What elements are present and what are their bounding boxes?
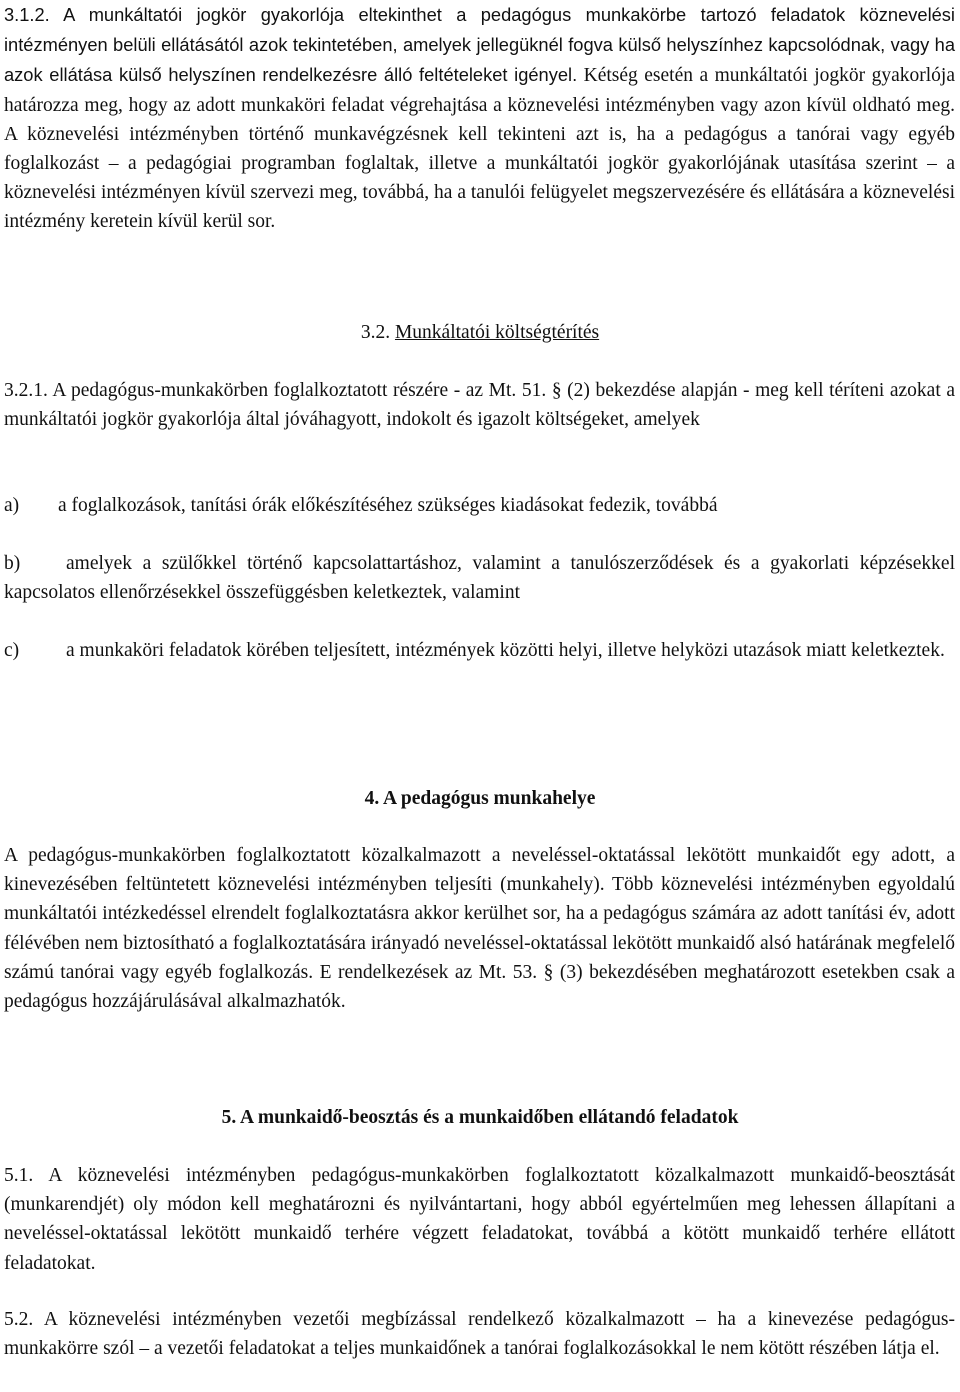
section-3-2-title: Munkáltatói költségtérítés [394, 322, 600, 343]
list-marker: b) [4, 553, 21, 574]
list-marker: c) [4, 640, 20, 661]
paragraph-3-1-2-second-part: Kétség esetén a munkáltatói jogkör gyakorlója határozza meg, hogy az adott munkaköri feladat végrehajtása a köznevelési intézményben vagy azon kívül oldható meg. A köznevelési intézményben történő munkavégzésnek kell tekinteni azt is, ha a pedagógus a tanórai vagy egyéb foglalkozást – a pedagógiai programban foglaltak, illetve a munkáltatói jogkör gyakorlójának utasítása szerint – a köznevelési intézményen kívül szervezi meg, továbbá, ha a tanulói felügyelet megszervezésére és ellátására a köznevelési intézmény keretein kívül kerül sor. [4, 65, 955, 233]
list-item-text: a foglalkozások, tanítási órák előkészítéséhez szükséges kiadásokat fedezik, továbbá [58, 495, 718, 516]
paragraph-3-1-2-first-part: A munkáltatói jogkör gyakorlója eltekinthet a pedagógus munkakörbe tartozó feladatok köznevelési intézményen belüli ellátásától azok tekintetében, amelyek jellegüknél fogva külső helyszínhez kapcsolódnak, vagy ha azok ellátása külső helyszínen rendelkezésre álló feltételeket igényel. [4, 4, 955, 86]
list-marker: a) [4, 495, 20, 516]
section-4-heading: 4. A pedagógus munkahelye [364, 788, 596, 809]
list-item-b [4, 549, 955, 607]
section-3-2-number: 3.2. [360, 322, 391, 343]
paragraph-5-2: 5.2. A köznevelési intézményben vezetői megbízással rendelkező közalkalmazott – ha a kinevezése pedagógus-munkakörre szól – a vezetői feladatokat a teljes munkaidőnek a tanórai foglalkozásokkal le nem kötött részében látja el. [4, 1309, 955, 1360]
list-item-text: a munkaköri feladatok körében teljesített, intézmények közötti helyi, illetve helyközi utazások miatt keletkeztek. [66, 640, 945, 661]
paragraph-3-2-1: 3.2.1. A pedagógus-munkakörben foglalkoztatott részére - az Mt. 51. § (2) bekezdése alapján - meg kell téríteni azokat a munkáltatói jogkör gyakorlója által jóváhagyott, indokolt és igazolt költségeket, amelyek [4, 380, 955, 431]
list-item-c [4, 636, 955, 665]
list-item-a [4, 491, 955, 520]
paragraph-5-1: 5.1. A köznevelési intézményben pedagógus-munkakörben foglalkoztatott közalkalmazott munkaidő-beosztását (munkarendjét) oly módon kell meghatározni és nyilvántartani, hogy abból egyértelműen meg lehessen állapítani a neveléssel-oktatással lekötött munkaidő terhére végzett feladatokat, továbbá a kötött munkaidő terhére ellátott feladatokat. [4, 1165, 955, 1274]
list-item-text: amelyek a szülőkkel történő kapcsolattartáshoz, valamint a tanulószerződések és a gyakorlati képzésekkel kapcsolatos ellenőrzésekkel összefüggésben keletkeztek, valamint [4, 553, 955, 604]
paragraph-3-1-2 [4, 0, 955, 237]
section-3-2-heading [0, 318, 960, 347]
section-4-paragraph: A pedagógus-munkakörben foglalkoztatott közalkalmazott a neveléssel-oktatással lekötött munkaidőt egy adott, a kinevezésében feltüntetett köznevelési intézményben teljesíti (munkahely). Több köznevelési intézményben egyoldalú munkáltatói intézkedéssel elrendelt foglalkoztatásra akkor kerülhet sor, ha a pedagógus számára az adott tanítási év, adott félévében nem biztosítható a foglalkoztatására irányadó neveléssel-oktatással lekötött munkaidő alsó határának megfelelő számú tanórai vagy egyéb foglalkozás. E rendelkezések az Mt. 53. § (3) bekezdésében meghatározott esetekben csak a pedagógus hozzájárulásával alkalmazhatók. [4, 845, 955, 1013]
section-5-heading: 5. A munkaidő-beosztás és a munkaidőben ellátandó feladatok [221, 1107, 739, 1128]
paragraph-3-1-2-number: 3.1.2. [4, 4, 50, 25]
